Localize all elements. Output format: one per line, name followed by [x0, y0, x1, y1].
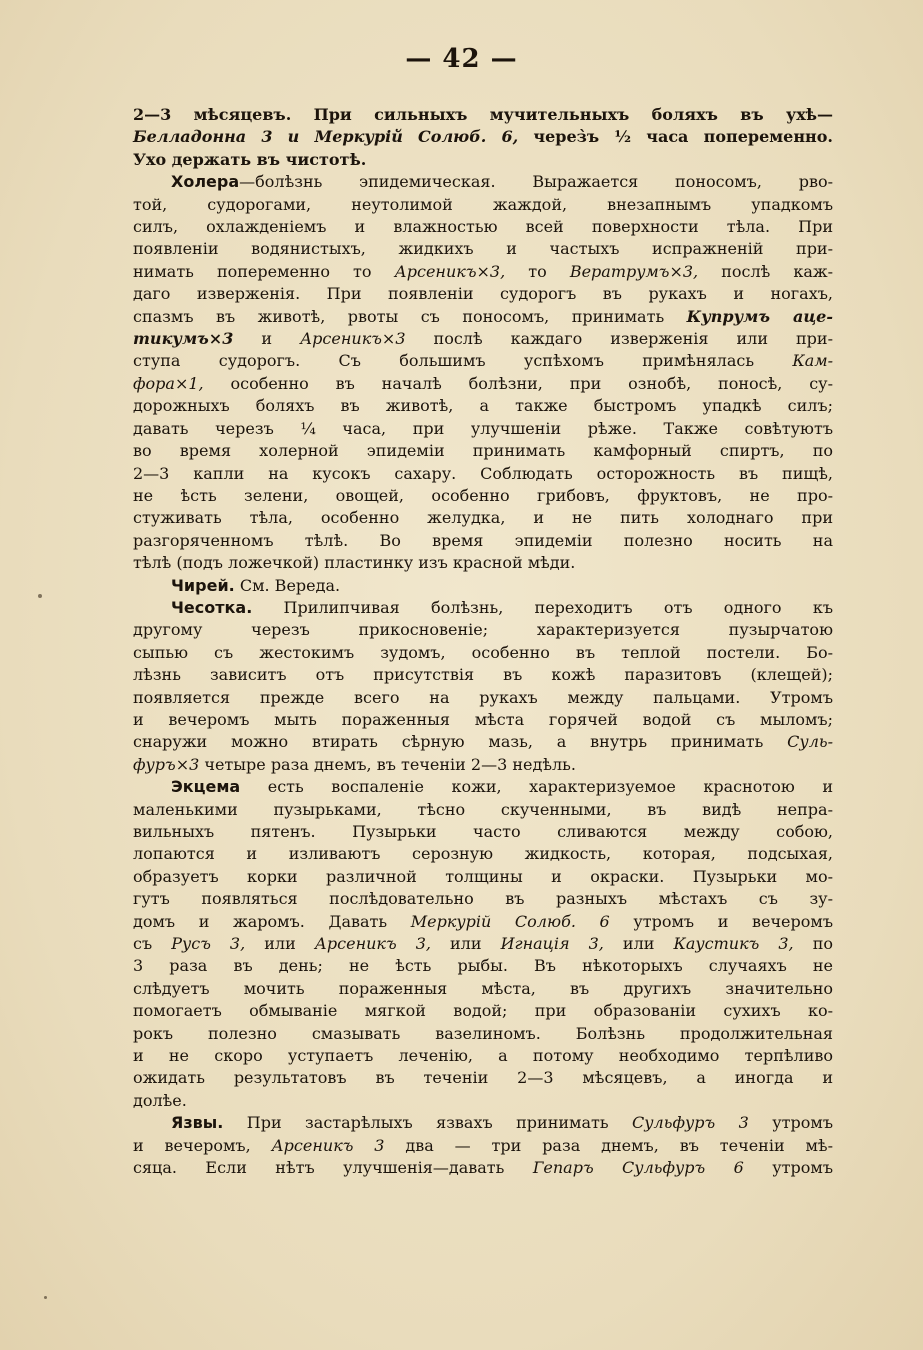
text-line — [133, 642, 833, 664]
text-line — [133, 843, 833, 865]
text-line — [133, 978, 833, 1000]
text-line — [133, 485, 833, 507]
text-run: во время холерной эпидеміи принимать камфорный спиртъ, по — [133, 441, 833, 461]
text-line — [133, 955, 833, 977]
text-line — [133, 664, 833, 686]
page-number: — 42 — — [405, 44, 518, 74]
text-run: или — [430, 934, 501, 954]
text-line — [133, 194, 833, 216]
remedy-name: Арсеникъ×3, — [394, 261, 506, 281]
remedy-name: фора×1, — [133, 373, 204, 393]
text-run: Ухо держать въ чистотѣ. — [133, 149, 367, 169]
text-run: снаружи можно втирать сѣрную мазь, а внутрь принимать — [133, 732, 788, 752]
text-line — [133, 1000, 833, 1022]
text-run: и вечеромъ, — [133, 1135, 272, 1155]
text-line — [133, 1157, 833, 1179]
text-run: или — [245, 934, 315, 954]
text-run: через̀ъ ½ часа попеременно. — [518, 127, 833, 147]
paper-speck — [44, 1296, 47, 1299]
text-run: лопаются и изливаютъ серозную жидкость, которая, подсыхая, — [133, 844, 833, 864]
paper-speck — [38, 594, 42, 598]
text-run: той, судорогами, неутолимой жаждой, внезапнымъ упадкомъ — [133, 194, 833, 214]
text-run: Прилипчивая болѣзнь, переходитъ отъ одного къ — [252, 597, 833, 617]
text-run: не ѣсть зелени, овощей, особенно грибовъ, фруктовъ, не про- — [133, 485, 833, 505]
text-run: особенно въ началѣ болѣзни, при ознобѣ, поносѣ, су- — [203, 373, 833, 393]
text-run: рокъ полезно смазывать вазелиномъ. Болѣзнь продолжительная — [133, 1023, 833, 1043]
text-line — [133, 306, 833, 328]
text-run: по — [793, 934, 834, 954]
text-run: слѣдуетъ мочить пораженныя мѣста, въ другихъ значительно — [133, 978, 833, 998]
text-line — [133, 754, 833, 776]
text-run: домъ и жаромъ. Давать — [133, 911, 411, 931]
text-run: разгоряченномъ тѣлѣ. Во время эпидеміи полезно носить на — [133, 530, 833, 550]
text-line — [133, 373, 833, 395]
text-line — [133, 418, 833, 440]
entry-heading: Холера — [171, 172, 240, 192]
remedy-name: Арсеникъ×3 — [300, 329, 406, 349]
text-run: См. Вереда. — [234, 575, 341, 595]
text-run: силъ, охлажденіемъ и влажностью всей поверхности тѣла. При — [133, 217, 833, 237]
text-run: есть воспаленіе кожи, характеризуемое краснотою и — [240, 777, 833, 797]
text-line — [133, 463, 833, 485]
text-line — [133, 866, 833, 888]
text-line — [133, 552, 833, 574]
text-line — [133, 776, 833, 798]
text-run: —болѣзнь эпидемическая. Выражается поносомъ, рво- — [239, 172, 833, 192]
text-run: гутъ появляться послѣдовательно въ разныхъ мѣстахъ съ зу- — [133, 889, 833, 909]
text-line — [133, 1135, 833, 1157]
text-line — [133, 283, 833, 305]
text-line — [133, 126, 833, 148]
text-line — [133, 799, 833, 821]
text-run: лѣзнь зависитъ отъ присутствія въ кожѣ паразитовъ (клещей); — [133, 665, 833, 685]
entry-heading: Чесотка. — [171, 597, 253, 617]
text-line — [133, 395, 833, 417]
text-run: стуживать тѣла, особенно желудка, и не пить холоднаго при — [133, 508, 833, 528]
text-run: два — три раза днемъ, въ теченіи мѣ- — [384, 1135, 833, 1155]
text-run: съ — [133, 934, 172, 954]
remedy-name: Арсеникъ 3 — [271, 1135, 385, 1155]
text-run: ступа судорогъ. Съ большимъ успѣхомъ примѣнялась — [133, 351, 793, 371]
text-run: давать черезъ ¼ часа, при улучшеніи рѣже. Также совѣтуютъ — [133, 418, 833, 438]
text-run: При застарѣлыхъ язвахъ принимать — [223, 1113, 633, 1133]
text-run: утромъ — [743, 1158, 834, 1178]
text-line — [133, 238, 833, 260]
text-run: появленіи водянистыхъ, жидкихъ и частыхъ испражненій при- — [133, 239, 833, 259]
text-run: сыпью съ жестокимъ зудомъ, особенно въ теплой постели. Бо- — [133, 642, 833, 662]
text-run: долѣе. — [133, 1090, 187, 1110]
text-line — [133, 350, 833, 372]
text-line — [133, 911, 833, 933]
text-line — [133, 149, 833, 171]
entry-heading: Чирей. — [171, 575, 235, 595]
text-run: послѣ каждаго изверженія или при- — [405, 329, 833, 349]
page-text — [133, 104, 833, 1180]
remedy-name: тикумъ×3 — [133, 329, 234, 349]
text-run: или — [603, 934, 674, 954]
text-run: 2—3 мѣсяцевъ. При сильныхъ мучительныхъ боляхъ въ ухѣ— — [133, 105, 833, 124]
text-line — [133, 104, 833, 126]
text-line — [133, 731, 833, 753]
text-line — [133, 171, 833, 193]
text-run: вильныхъ пятенъ. Пузырьки часто сливаются между собою, — [133, 822, 833, 841]
remedy-name: Вератрумъ×3, — [569, 261, 699, 281]
text-run: нимать попеременно то — [133, 261, 395, 281]
text-run: дорожныхъ боляхъ въ животѣ, а также быстромъ упадкѣ силъ; — [133, 396, 833, 416]
remedy-name: Меркурій Солюб. 6 — [410, 911, 610, 931]
remedy-name: фуръ×3 — [133, 754, 200, 774]
text-line — [133, 888, 833, 910]
remedy-name: Суль- — [787, 732, 833, 752]
text-run: утромъ — [748, 1113, 833, 1133]
text-run: и — [233, 329, 301, 349]
text-run: даго изверженія. При появленіи судорогъ въ рукахъ и ногахъ, — [133, 284, 833, 304]
remedy-name: Русъ 3, — [171, 934, 246, 954]
text-line — [133, 1067, 833, 1089]
remedy-name: Сульфуръ 3 — [632, 1113, 749, 1133]
text-line — [133, 821, 833, 843]
remedy-name: Гепаръ Сульфуръ 6 — [532, 1158, 744, 1178]
text-line — [133, 507, 833, 529]
text-run: послѣ каж- — [698, 261, 834, 281]
remedy-name: Белладонна 3 и Меркурій Солюб. 6, — [133, 127, 519, 147]
text-line — [133, 261, 833, 283]
text-run: сяца. Если нѣтъ улучшенія—давать — [133, 1158, 533, 1178]
remedy-name: Кам- — [792, 351, 833, 371]
text-line — [133, 328, 833, 350]
text-run: и вечеромъ мыть пораженныя мѣста горячей водой съ мыломъ; — [133, 709, 833, 729]
remedy-name: Купрумъ аце- — [686, 306, 834, 326]
text-line — [133, 1045, 833, 1067]
text-line — [133, 1090, 833, 1112]
text-run: утромъ и вечеромъ — [609, 911, 833, 931]
text-line — [133, 619, 833, 641]
entry-heading: Экцема — [171, 777, 241, 797]
text-run: тѣлѣ (подъ ложечкой) пластинку изъ красной мѣди. — [133, 553, 576, 573]
text-run: 3 раза въ день; не ѣсть рыбы. Въ нѣкоторыхъ случаяхъ не — [133, 956, 833, 976]
remedy-name: Игнація 3, — [500, 934, 604, 954]
text-run: четыре раза днемъ, въ теченіи 2—3 недѣль. — [199, 754, 576, 774]
text-line — [133, 575, 833, 597]
entry-heading: Язвы. — [171, 1113, 224, 1133]
text-run: и не скоро уступаетъ леченію, а потому необходимо терпѣливо — [133, 1046, 833, 1066]
text-line — [133, 933, 833, 955]
text-run: то — [505, 261, 570, 281]
text-run: спазмъ въ животѣ, рвоты съ поносомъ, принимать — [133, 306, 687, 326]
text-line — [133, 597, 833, 619]
text-line — [133, 1023, 833, 1045]
text-run: 2—3 капли на кусокъ сахару. Соблюдать осторожность въ пищѣ, — [133, 463, 833, 483]
text-line — [133, 440, 833, 462]
text-run: другому черезъ прикосновеніе; характеризуется пузырчатою — [133, 620, 833, 640]
remedy-name: Каустикъ 3, — [673, 934, 794, 954]
text-line — [133, 216, 833, 238]
text-line — [133, 709, 833, 731]
text-run: появляется прежде всего на рукахъ между пальцами. Утромъ — [133, 687, 833, 707]
text-run: образуетъ корки различной толщины и окраски. Пузырьки мо- — [133, 866, 833, 886]
text-run: помогаетъ обмываніе мягкой водой; при образованіи сухихъ ко- — [133, 1001, 833, 1021]
text-run: маленькими пузырьками, тѣсно скученными, въ видѣ непра- — [133, 799, 833, 819]
remedy-name: Арсеникъ 3, — [314, 934, 431, 954]
text-line — [133, 1112, 833, 1134]
text-line — [133, 687, 833, 709]
text-run: ожидать результатовъ въ теченіи 2—3 мѣсяцевъ, а иногда и — [133, 1068, 833, 1088]
text-line — [133, 530, 833, 552]
